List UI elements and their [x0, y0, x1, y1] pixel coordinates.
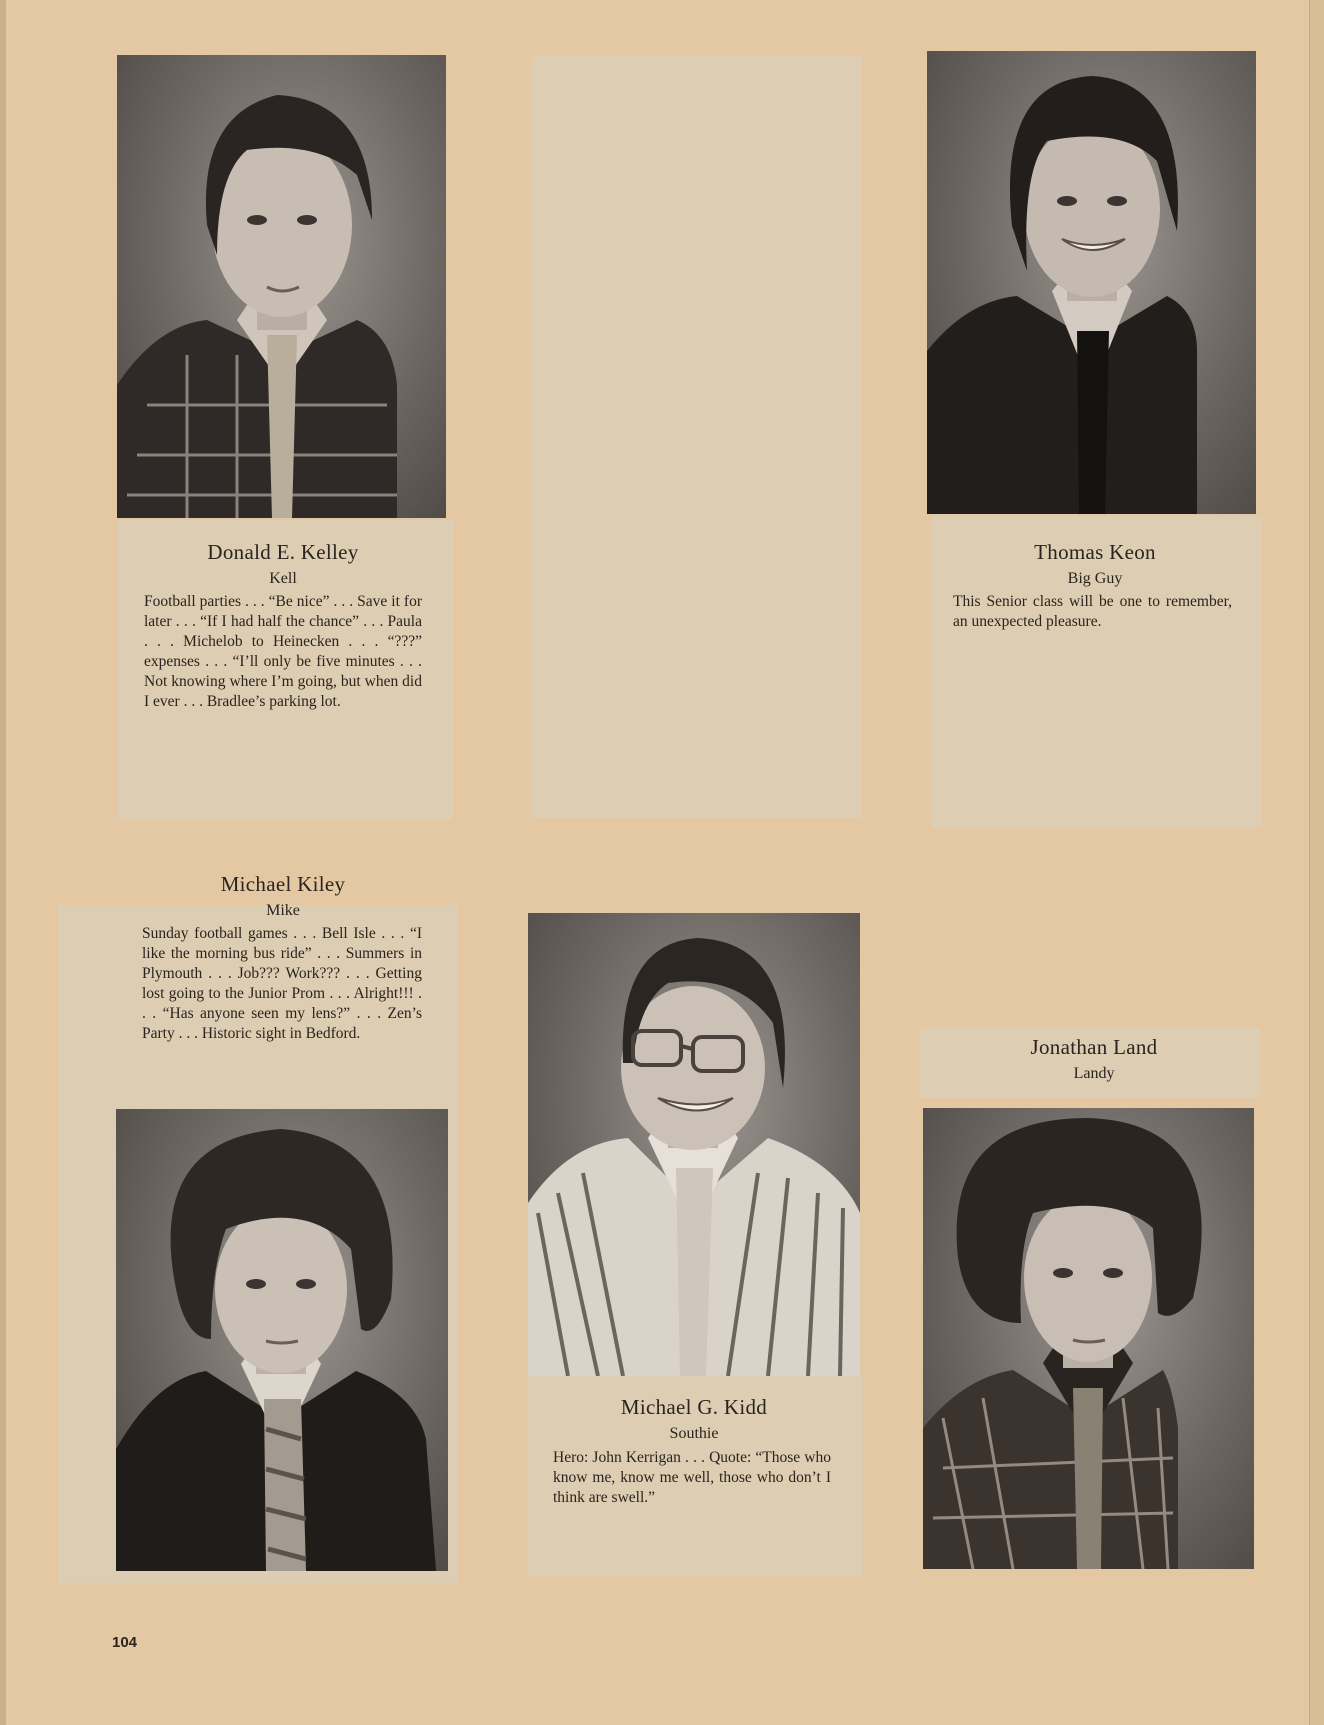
caption-michael-kiley: [118, 872, 448, 920]
page-edge-right: [1309, 0, 1324, 1725]
caption-jonathan-land: [929, 1035, 1259, 1083]
student-nickname: Big Guy: [1067, 570, 1123, 587]
student-blurb: Football parties . . . “Be nice” . . . Save it for later . . . “If I had half the chance” . . . Paula . . . Michelob to Heinecken . . . “???” expenses . . . “I’ll only be five minutes . . . Not knowing where I’m going, but when did I ever . . . Bradlee’s parking lot.: [144, 593, 422, 710]
portrait-jonathan-land: [923, 1108, 1254, 1569]
student-blurb: This Senior class will be one to remember, an unexpected pleasure.: [953, 593, 1232, 630]
page-number: 104: [112, 1634, 138, 1651]
student-name: Donald E. Kelley: [207, 540, 359, 564]
caption-michael-kidd: [528, 1395, 860, 1443]
student-nickname: Kell: [269, 570, 297, 587]
student-name: Jonathan Land: [1030, 1035, 1158, 1059]
page-edge-left: [0, 0, 6, 1725]
student-name: Thomas Keon: [1034, 540, 1156, 564]
portrait-donald-kelley: [117, 55, 446, 518]
panel-blank-center: [532, 56, 862, 818]
caption-thomas-keon: [930, 540, 1260, 588]
student-blurb: Sunday football games . . . Bell Isle . . . “I like the morning bus ride” . . . Summers in Plymouth . . . Job??? Work??? . . . Getting lost going to the Junior Prom . . . Alright!!! . . . “Has anyone seen my lens?” . . . Zen’s Party . . . Historic sight in Bedford.: [142, 925, 422, 1042]
student-nickname: Landy: [1073, 1065, 1115, 1082]
caption-donald-kelley: [118, 540, 448, 588]
student-blurb: Hero: John Kerrigan . . . Quote: “Those who know me, know me well, those who don’t I think are swell.”: [553, 1449, 831, 1506]
portrait-michael-kiley: [116, 1109, 448, 1571]
student-nickname: Mike: [266, 902, 300, 919]
portrait-thomas-keon: [927, 51, 1256, 514]
student-name: Michael Kiley: [220, 872, 346, 896]
portrait-michael-kidd: [528, 913, 860, 1376]
student-nickname: Southie: [669, 1425, 719, 1442]
student-name: Michael G. Kidd: [620, 1395, 768, 1419]
